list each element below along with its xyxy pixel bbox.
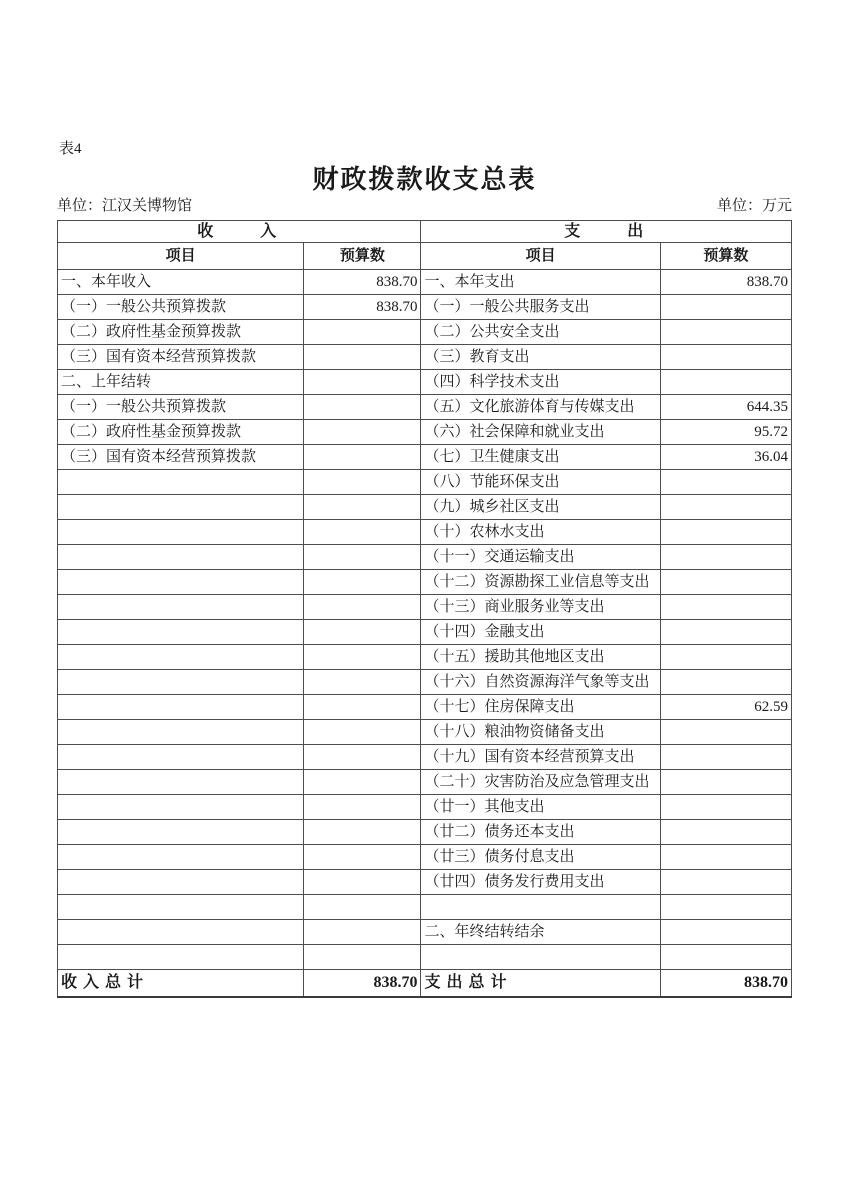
expense-value-cell [660,620,791,645]
expense-item-cell: （十九）国有资本经营预算支出 [421,745,660,770]
expense-total-label: 支出总计 [421,970,660,998]
income-item-cell: 一、本年收入 [58,270,304,295]
income-value-cell [304,745,421,770]
income-value-cell [304,770,421,795]
income-item-cell [58,470,304,495]
income-value-cell [304,545,421,570]
income-item-cell [58,645,304,670]
expense-value-cell [660,870,791,895]
expense-value-cell: 62.59 [660,695,791,720]
income-value-cell: 838.70 [304,270,421,295]
expense-item-cell: （十八）粮油物资储备支出 [421,720,660,745]
table-row [58,695,792,720]
income-item-cell [58,670,304,695]
table-row [58,345,792,370]
income-value-cell [304,345,421,370]
expense-value-cell [660,895,791,920]
table-row [58,920,792,945]
expense-item-cell: （十）农林水支出 [421,520,660,545]
table-row [58,720,792,745]
income-item-cell [58,720,304,745]
expense-value-cell [660,820,791,845]
income-item-cell: （三）国有资本经营预算拨款 [58,345,304,370]
total-row [58,970,792,998]
table-row [58,770,792,795]
income-value-cell [304,320,421,345]
expense-item-cell [421,945,660,970]
income-item-cell [58,570,304,595]
income-value-cell [304,495,421,520]
income-value-cell [304,395,421,420]
expense-value-cell [660,595,791,620]
expense-item-cell: （六）社会保障和就业支出 [421,420,660,445]
expense-item-cell: （十一）交通运输支出 [421,545,660,570]
expense-item-cell: （二）公共安全支出 [421,320,660,345]
expense-item-cell: （二十）灾害防治及应急管理支出 [421,770,660,795]
expense-item-cell: （廿三）债务付息支出 [421,845,660,870]
expense-item-cell: （十四）金融支出 [421,620,660,645]
income-item-cell [58,920,304,945]
expense-item-column-header: 项目 [421,243,660,270]
table-number-label: 表4 [59,141,82,157]
expense-item-cell: （七）卫生健康支出 [421,445,660,470]
table-row [58,270,792,295]
income-value-cell [304,845,421,870]
table-row [58,295,792,320]
income-item-cell [58,595,304,620]
income-value-cell [304,420,421,445]
expense-value-cell [660,720,791,745]
expense-value-cell [660,670,791,695]
expense-value-cell [660,320,791,345]
expense-item-cell: 二、年终结转结余 [421,920,660,945]
expense-value-cell [660,770,791,795]
expense-item-cell: （十三）商业服务业等支出 [421,595,660,620]
income-total-value: 838.70 [304,970,421,998]
income-item-cell [58,795,304,820]
income-value-cell [304,620,421,645]
unit-meta-row [57,196,792,216]
table-row [58,620,792,645]
currency-unit-label: 单位：万元 [716,198,792,214]
table-row [58,895,792,920]
income-item-cell [58,520,304,545]
unit-name-label: 单位：江汉关博物馆 [57,198,193,214]
section-header-row [58,221,792,243]
expense-value-cell [660,745,791,770]
table-row [58,945,792,970]
income-item-column-header: 项目 [58,243,304,270]
income-total-label: 收入总计 [58,970,304,998]
table-body [58,270,792,970]
expense-value-cell: 644.35 [660,395,791,420]
income-section-header: 收 入 [58,221,421,243]
table-row [58,595,792,620]
expense-value-cell [660,520,791,545]
income-value-cell [304,370,421,395]
income-value-cell [304,920,421,945]
column-header-row [58,243,792,270]
income-item-cell [58,870,304,895]
table-row [58,320,792,345]
expense-value-cell [660,470,791,495]
income-item-cell [58,895,304,920]
income-item-cell [58,545,304,570]
table-row [58,420,792,445]
table-row [58,470,792,495]
expense-item-cell [421,895,660,920]
expense-value-cell [660,845,791,870]
income-value-cell [304,870,421,895]
expense-item-cell: （十二）资源勘探工业信息等支出 [421,570,660,595]
income-value-cell [304,520,421,545]
income-value-cell [304,470,421,495]
table-row [58,495,792,520]
expense-item-cell: （廿一）其他支出 [421,795,660,820]
table-row [58,570,792,595]
expense-item-cell: （四）科学技术支出 [421,370,660,395]
expense-total-value: 838.70 [660,970,791,998]
income-item-cell: （二）政府性基金预算拨款 [58,420,304,445]
income-item-cell: （二）政府性基金预算拨款 [58,320,304,345]
income-item-cell: （一）一般公共预算拨款 [58,295,304,320]
page-title: 财政拨款收支总表 [312,165,537,194]
expense-item-cell: （十七）住房保障支出 [421,695,660,720]
income-item-cell [58,495,304,520]
expense-value-cell [660,345,791,370]
expense-section-header: 支 出 [421,221,792,243]
expense-item-cell: （一）一般公共服务支出 [421,295,660,320]
income-item-cell: （三）国有资本经营预算拨款 [58,445,304,470]
expense-item-cell: （八）节能环保支出 [421,470,660,495]
income-item-cell [58,695,304,720]
income-value-cell [304,895,421,920]
income-value-cell [304,820,421,845]
budget-summary-table [57,220,792,998]
expense-item-cell: （十五）援助其他地区支出 [421,645,660,670]
income-value-cell [304,695,421,720]
income-value-cell [304,645,421,670]
income-value-cell [304,720,421,745]
expense-value-cell [660,920,791,945]
income-item-cell [58,620,304,645]
expense-item-cell: （五）文化旅游体育与传媒支出 [421,395,660,420]
table-row [58,395,792,420]
income-value-cell [304,670,421,695]
table-row [58,445,792,470]
income-value-cell [304,795,421,820]
expense-item-cell: （廿二）债务还本支出 [421,820,660,845]
expense-item-cell: 一、本年支出 [421,270,660,295]
table-row [58,645,792,670]
expense-value-cell [660,795,791,820]
table-row [58,820,792,845]
income-item-cell: 二、上年结转 [58,370,304,395]
table-row [58,520,792,545]
expense-value-cell [660,370,791,395]
expense-item-cell: （九）城乡社区支出 [421,495,660,520]
expense-value-cell [660,545,791,570]
income-item-cell [58,845,304,870]
expense-value-cell [660,645,791,670]
expense-value-cell [660,295,791,320]
income-item-cell [58,820,304,845]
table-row [58,545,792,570]
expense-value-cell: 838.70 [660,270,791,295]
income-value-cell [304,570,421,595]
table-row [58,795,792,820]
expense-item-cell: （十六）自然资源海洋气象等支出 [421,670,660,695]
income-item-cell [58,745,304,770]
table-row [58,845,792,870]
expense-value-cell: 95.72 [660,420,791,445]
table-row [58,670,792,695]
income-item-cell [58,770,304,795]
expense-value-cell [660,945,791,970]
income-value-cell [304,945,421,970]
expense-item-cell: （廿四）债务发行费用支出 [421,870,660,895]
expense-value-cell: 36.04 [660,445,791,470]
expense-value-cell [660,495,791,520]
table-row [58,370,792,395]
table-row [58,870,792,895]
income-value-cell [304,445,421,470]
income-value-cell [304,595,421,620]
expense-item-cell: （三）教育支出 [421,345,660,370]
expense-value-cell [660,570,791,595]
income-item-cell: （一）一般公共预算拨款 [58,395,304,420]
table-row [58,745,792,770]
expense-budget-column-header: 预算数 [660,243,791,270]
income-budget-column-header: 预算数 [304,243,421,270]
income-value-cell: 838.70 [304,295,421,320]
income-item-cell [58,945,304,970]
